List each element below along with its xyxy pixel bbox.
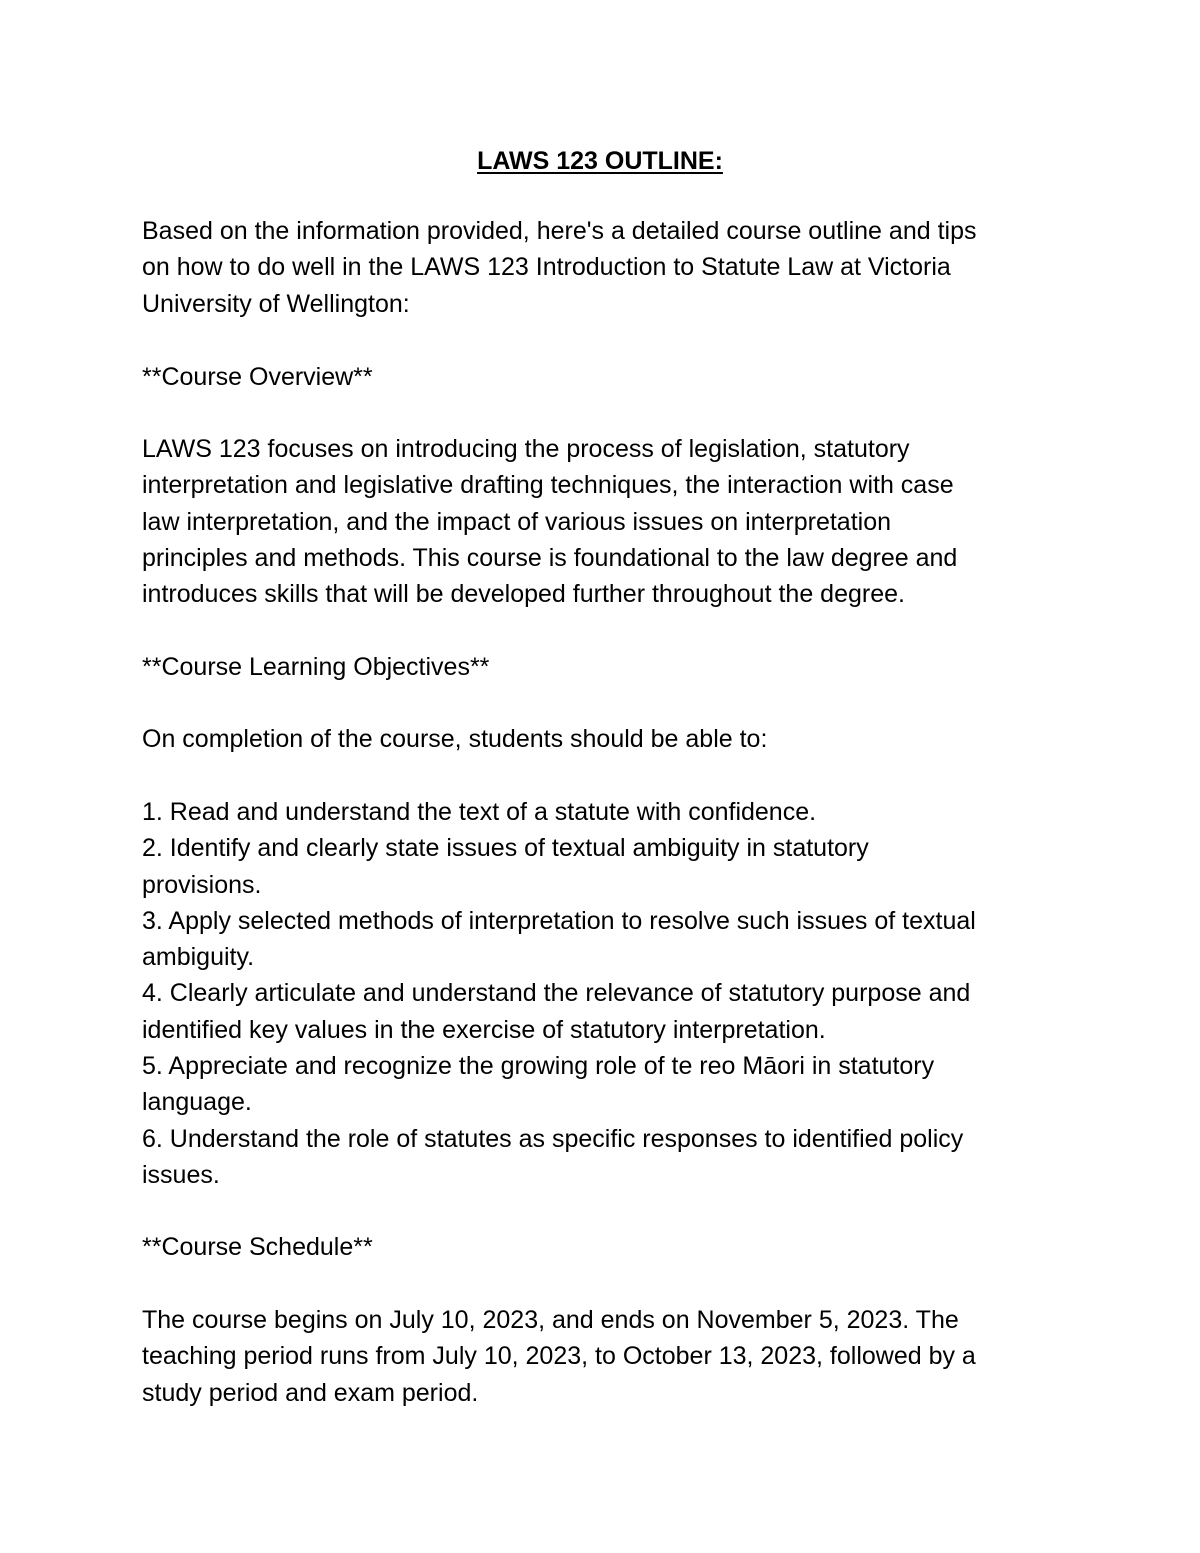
objective-line: ambiguity.: [142, 943, 255, 972]
objective-line: identified key values in the exercise of statutory interpretation.: [142, 1015, 826, 1044]
overview-line: introduces skills that will be developed further throughout the degree.: [142, 580, 905, 609]
objective-line: 2. Identify and clearly state issues of textual ambiguity in statutory: [142, 834, 869, 863]
objectives-heading: **Course Learning Objectives**: [142, 653, 490, 681]
objectives-intro: On completion of the course, students should be able to:: [142, 725, 768, 753]
overview-line: law interpretation, and the impact of various issues on interpretation: [142, 507, 892, 536]
objective-line: 3. Apply selected methods of interpretation to resolve such issues of textual: [142, 906, 976, 935]
objective-line: issues.: [142, 1160, 220, 1189]
intro-line: on how to do well in the LAWS 123 Introduction to Statute Law at Victoria: [142, 253, 951, 282]
overview-heading: **Course Overview**: [142, 363, 373, 391]
objective-line: provisions.: [142, 870, 262, 899]
overview-line: interpretation and legislative drafting techniques, the interaction with case: [142, 471, 954, 500]
schedule-heading: **Course Schedule**: [142, 1233, 373, 1261]
overview-line: LAWS 123 focuses on introducing the process of legislation, statutory: [142, 435, 910, 463]
intro-line: University of Wellington:: [142, 289, 410, 318]
objective-line: language.: [142, 1088, 252, 1117]
schedule-line: teaching period runs from July 10, 2023, to October 13, 2023, followed by a: [142, 1342, 976, 1371]
intro-paragraph: [142, 213, 1082, 322]
schedule-line: The course begins on July 10, 2023, and ends on November 5, 2023. The: [142, 1306, 959, 1334]
objective-line: 5. Appreciate and recognize the growing role of te reo Māori in statutory: [142, 1052, 935, 1081]
intro-line: Based on the information provided, here's a detailed course outline and tips: [142, 217, 977, 245]
objectives-list: [142, 794, 1082, 1193]
schedule-line: study period and exam period.: [142, 1378, 479, 1407]
objective-line: 1. Read and understand the text of a statute with confidence.: [142, 798, 817, 826]
document-title: LAWS 123 OUTLINE:: [477, 147, 723, 175]
objective-line: 6. Understand the role of statutes as specific responses to identified policy: [142, 1124, 964, 1153]
overview-paragraph: [142, 431, 1082, 612]
schedule-paragraph: [142, 1302, 1082, 1411]
objective-line: 4. Clearly articulate and understand the relevance of statutory purpose and: [142, 979, 971, 1008]
overview-line: principles and methods. This course is foundational to the law degree and: [142, 543, 958, 572]
